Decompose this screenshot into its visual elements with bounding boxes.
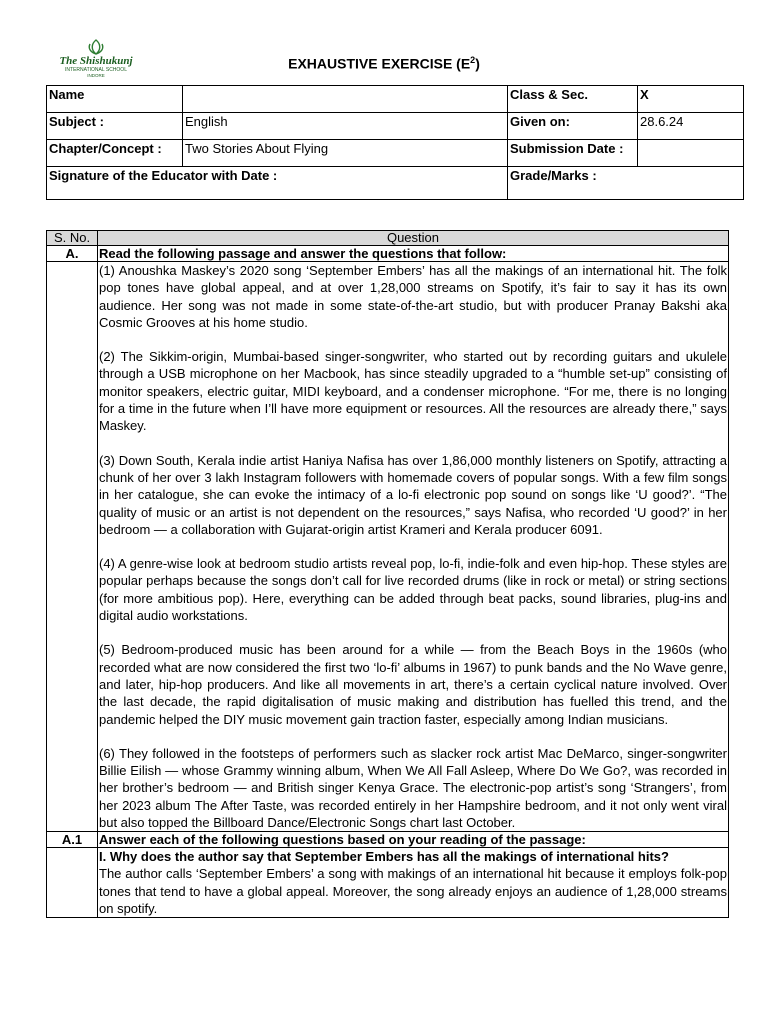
svg-text:The Shishukunj: The Shishukunj: [59, 55, 133, 67]
subject-value: English: [183, 113, 508, 140]
document-title: EXHAUSTIVE EXERCISE $(E^2)$: [288, 55, 480, 72]
question-table: [46, 230, 729, 918]
info-table: [46, 85, 744, 200]
class-label: Class & Sec.: [508, 86, 638, 113]
row-a1-sno: A.1: [47, 832, 98, 848]
svg-text:INDORE: INDORE: [87, 73, 105, 78]
signature-label: Signature of the Educator with Date :: [47, 167, 508, 200]
row-a-instruction: Read the following passage and answer the questions that follow:: [98, 246, 729, 262]
passage-paragraph-1: (1) Anoushka Maskey’s 2020 song ‘September Embers’ has all the makings of an international hit. The folk pop tones have global appeal, and at over 1,28,000 streams on Spotify, it’s fair to say it has its own audience. Her song was not made in some state-of-the-art studio, but with producer Pranay Bakshi aka Cosmic Grooves at his home studio.: [99, 263, 727, 330]
chapter-label: Chapter/Concept :: [47, 140, 183, 167]
row-a1-instruction: Answer each of the following questions based on your reading of the passage:: [98, 832, 729, 848]
row-a-sno: A.: [47, 246, 98, 262]
svg-text:INTERNATIONAL SCHOOL: INTERNATIONAL SCHOOL: [65, 67, 127, 73]
subject-label: Subject :: [47, 113, 183, 140]
sno-header: S. No.: [47, 231, 98, 246]
answer-sno-cell: [47, 848, 98, 918]
class-value: X: [638, 86, 744, 113]
passage-paragraph-6: (6) They followed in the footsteps of performers such as slacker rock artist Mac DeMarco, singer-songwriter Billie Eilish — whose Grammy winning album, When We All Fall Asleep, Where Do We Go?, was recorded in her brother’s bedroom — and British singer Kenya Grace. The electronic-pop artist’s song ‘Strangers’, from her 2023 album The After Taste, was recorded entirely in her Hampshire bedroom, and it not only went viral but also topped the Billboard Dance/Electronic Songs chart last October.: [99, 745, 727, 831]
passage-paragraph-5: (5) Bedroom-produced music has been around for a while — from the Beach Boys in the 1960s (who recorded what are now considered the first two ‘lo-fi’ albums in 1967) to punk bands and the No Wave genre, and later, hip-hop producers. And like all movements in art, there’s a certain cyclical nature involved. Over the last decade, the rapid digitalisation of music making and distribution has fuelled this trend, and the pandemic helped the DIY music movement gain traction faster, especially among Indian musicians.: [99, 642, 727, 727]
name-value: [183, 86, 508, 113]
passage-cell: [98, 262, 729, 832]
submission-value: [638, 140, 744, 167]
given-value: 28.6.24: [638, 113, 744, 140]
passage-paragraph-3: (3) Down South, Kerala indie artist Haniya Nafisa has over 1,86,000 monthly listeners on Spotify, attracting a chunk of her over 3 lakh Instagram followers with homemade covers of popular songs. With a few film songs in her catalogue, she can evoke the intimacy of a lo-fi electronic pop sound on songs like ‘U good?’. “The quality of music or an artist is not dependent on the resources,” says Nafisa, who recorded ‘U good?’ in her bedroom — a collaboration with Gujarat-origin artist Krameri and Kerala producer 6091.: [99, 452, 727, 537]
passage-sno-cell: [47, 262, 98, 832]
answer-1: The author calls ‘September Embers’ a song with makings of an international hit because it employs folk-pop tones that tend to have a global appeal. Moreover, the song already enjoys an audience of 1,28,000 streams on spotify.: [99, 866, 727, 916]
chapter-value: Two Stories About Flying: [183, 140, 508, 167]
passage-paragraph-2: (2) The Sikkim-origin, Mumbai-based singer-songwriter, who started out by recording guitars and ukulele through a USB microphone on her Macbook, has since steadily upgraded to a “humble set-up” consisting of monitor speakers, electric guitar, MIDI keyboard, and a condenser microphone. “For me, there is no longing for a time in the future when I’ll have more equipment or resources. All the resources are already there,” says Maskey.: [99, 349, 727, 434]
answer-cell: [98, 848, 729, 918]
passage-paragraph-4: (4) A genre-wise look at bedroom studio artists reveal pop, lo-fi, indie-folk and even hip-hop. These styles are popular perhaps because the songs don’t call for live recorded drums (like in rock or metal) or string sections (for more ambitious pop). Here, everything can be added through beat packs, sound libraries, plug-ins and digital audio workstations.: [99, 556, 727, 624]
grade-label: Grade/Marks :: [508, 167, 744, 200]
question-1: I. Why does the author say that September Embers has all the makings of international hits?: [99, 849, 669, 865]
question-header: Question: [98, 231, 729, 246]
given-label: Given on:: [508, 113, 638, 140]
submission-label: Submission Date :: [508, 140, 638, 167]
name-label: Name: [47, 86, 183, 113]
